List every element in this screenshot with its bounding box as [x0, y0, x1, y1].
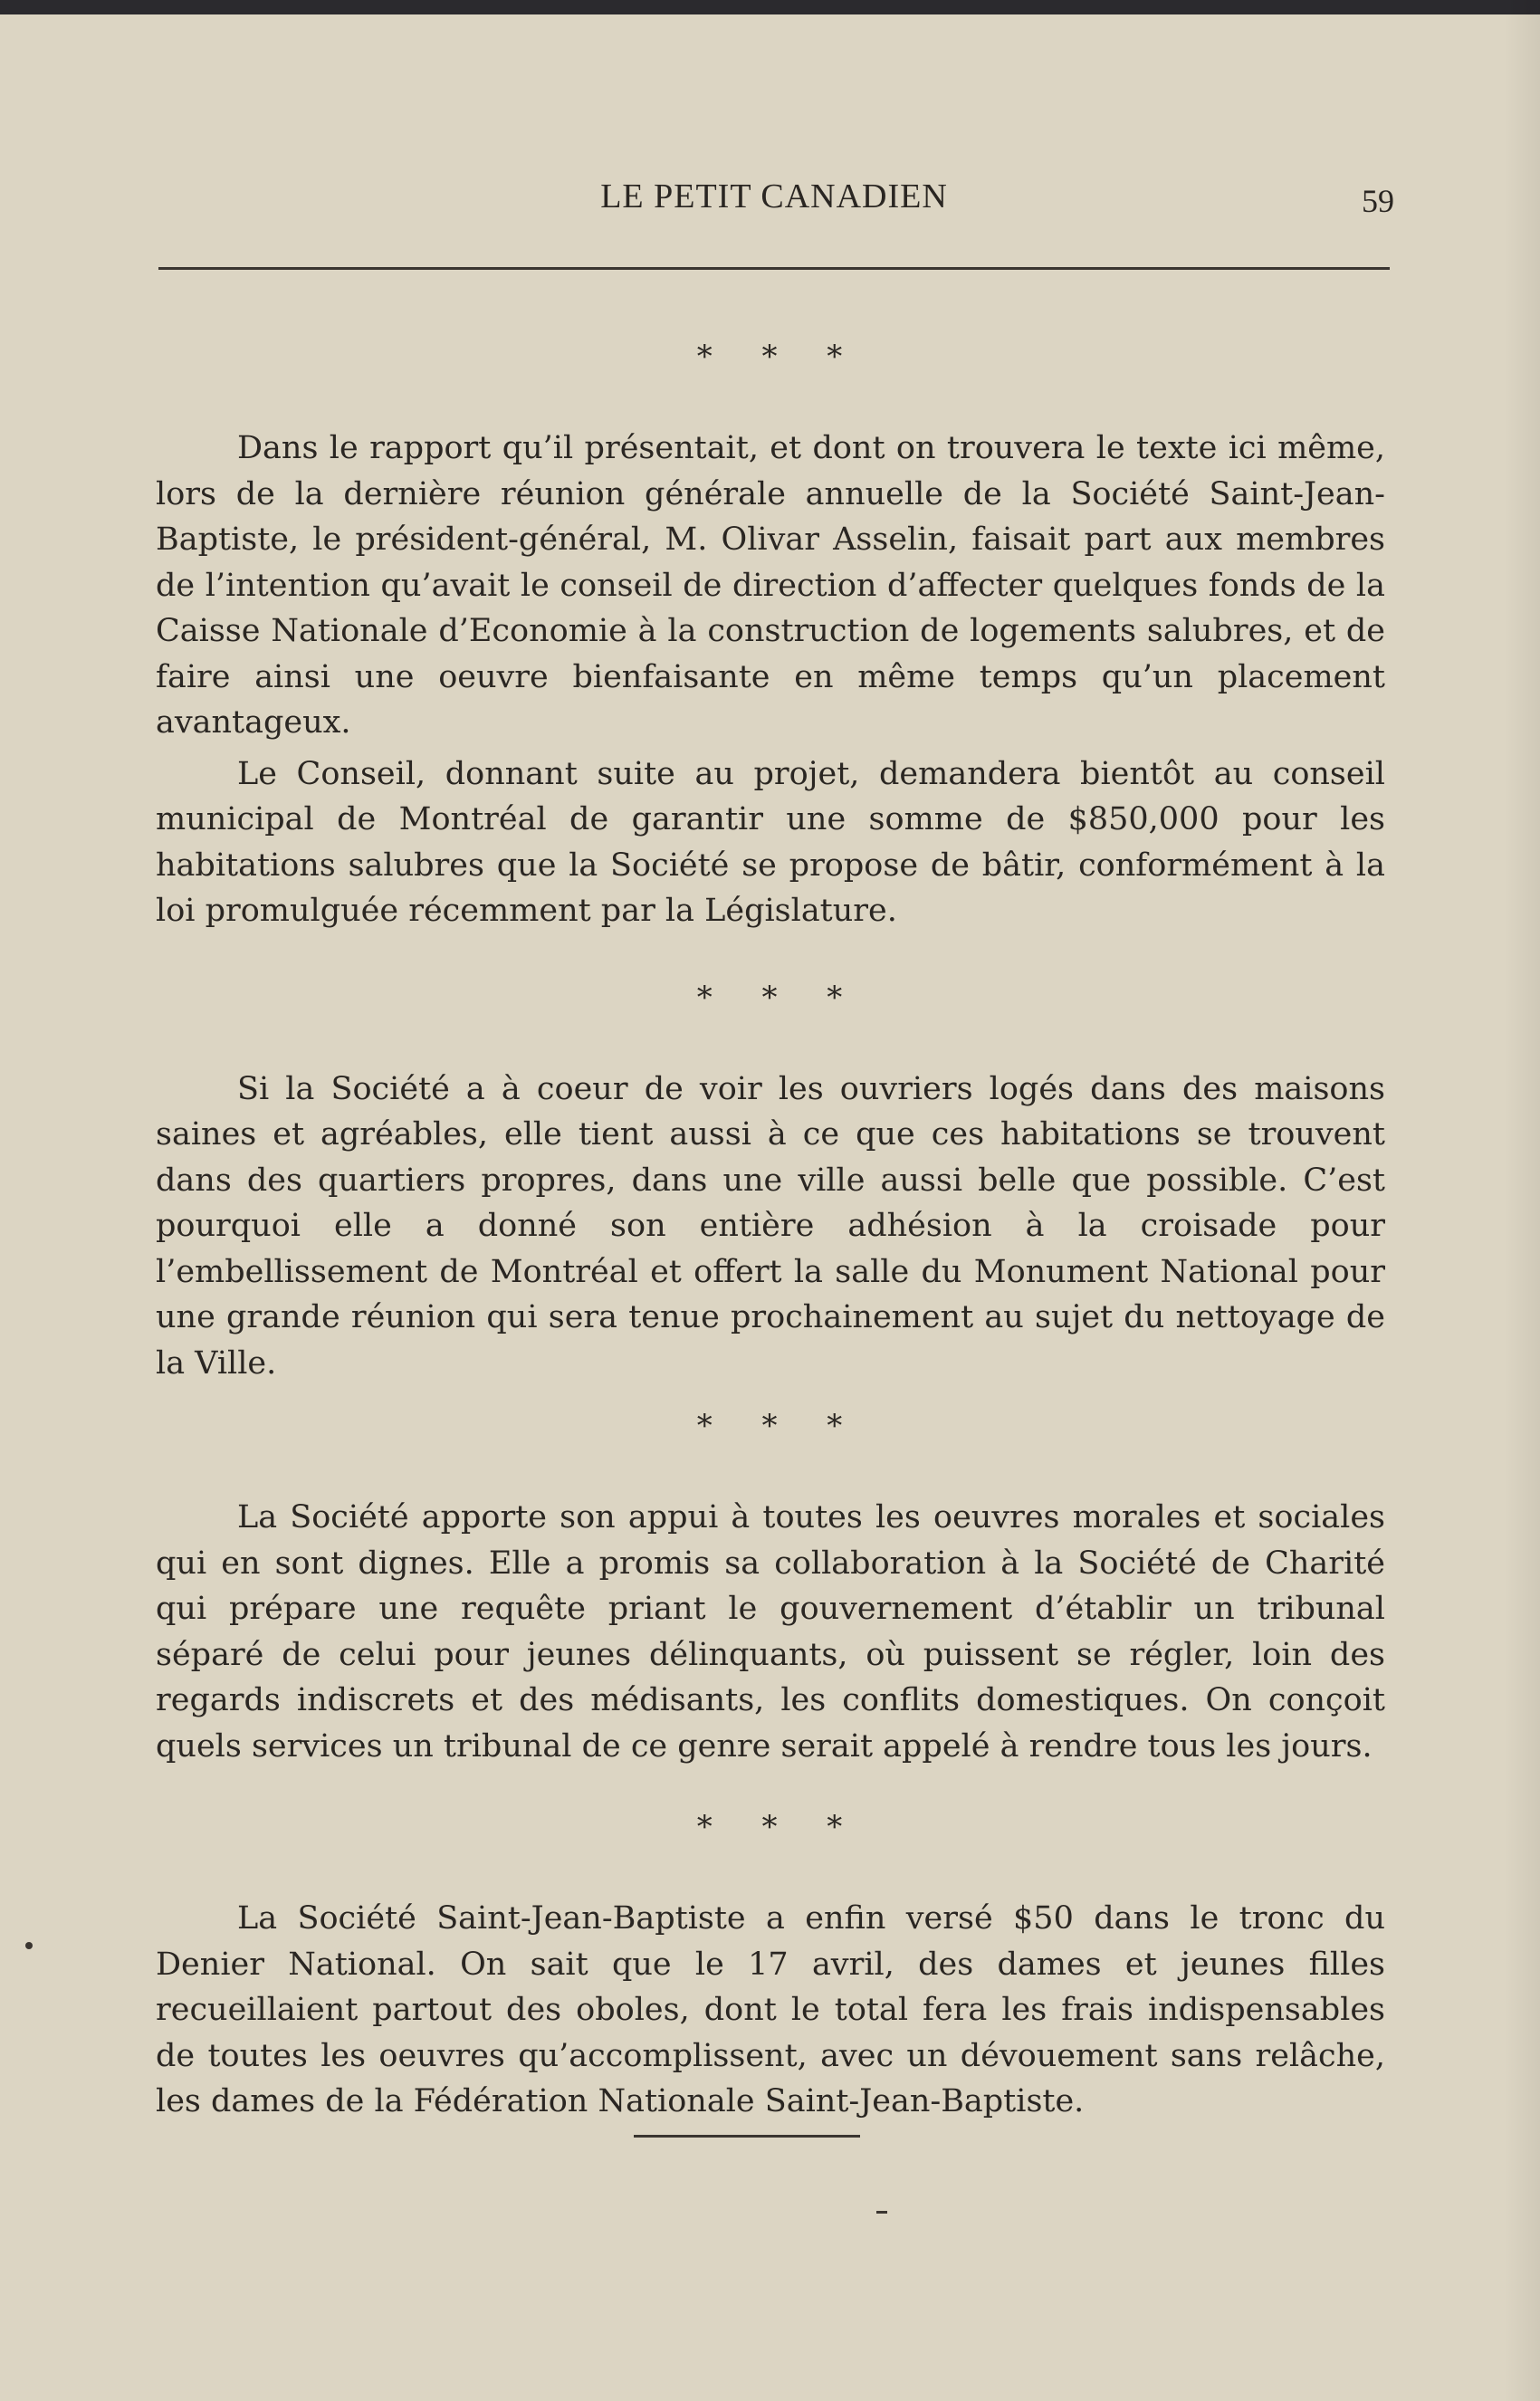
paragraph: Si la Société a à coeur de voir les ouvriers logés dans des maisons saines et agréables, elle tient aussi à ce que ces habitations se trouvent dans des quartiers propres, dans une ville aussi belle que possible. C’est pourquoi elle a donné son entière adhésion à la croisade pour l’embellissement de Montréal et offert la salle du Monument National pour une grande réunion qui sera tenue prochainement au sujet du nettoyage de la Ville. [156, 1070, 1385, 1382]
scan-top-edge [0, 0, 1540, 14]
article-body [156, 335, 1385, 2125]
page-header [154, 177, 1394, 231]
paragraph: La Société Saint-Jean-Baptiste a enfin versé $50 dans le tronc du Denier National. On sait que le 17 avril, des dames et jeunes filles recueillaient partout des oboles, dont le total fera les frais indispensables de toutes les oeuvres qu’accomplissent, avec un dévouement sans relâche, les dames de la Fédération Nationale Saint-Jean-Baptiste. [156, 1900, 1385, 2119]
section-separator: * * * [696, 1408, 863, 1444]
paragraph: Dans le rapport qu’il présentait, et dont on trouvera le texte ici même, lors de la dernière réunion générale annuelle de la Société Saint-Jean-Baptiste, le président-général, M. Olivar Asselin, faisait part aux membres de l’intention qu’avait le conseil de direction d’affecter quelques fonds de la Caisse Nationale d’Economie à la construction de logements salubres, et de faire ainsi une oeuvre bienfaisante en même temps qu’un placement avantageux. [156, 430, 1385, 741]
header-rule [158, 267, 1390, 270]
ink-speck [876, 2211, 887, 2214]
paragraph: La Société apporte son appui à toutes les oeuvres morales et sociales qui en sont dignes. Elle a promis sa collaboration à la Société de Charité qui prépare une requête priant le gouvernement d’établir un tribunal séparé de celui pour jeunes délinquants, où puissent se régler, loin des regards indiscrets et des médisants, les conflits domestiques. On conçoit quels services un tribunal de ce genre serait appelé à rendre tous les jours. [156, 1499, 1385, 1765]
section-separator: * * * [696, 979, 863, 1016]
page-shadow [1504, 0, 1540, 2401]
running-title: LE PETIT CANADIEN [600, 177, 948, 215]
closing-rule [634, 2135, 860, 2138]
paragraph: Le Conseil, donnant suite au projet, demandera bientôt au conseil municipal de Montréal de garantir une somme de $850,000 pour les habitations salubres que la Société se propose de bâtir, conformément à la loi promulguée récemment par la Législature. [156, 755, 1385, 929]
section-separator: * * * [696, 1809, 863, 1845]
page-number: 59 [1362, 183, 1394, 219]
ink-speck [25, 1942, 33, 1949]
section-separator: * * * [696, 339, 863, 375]
